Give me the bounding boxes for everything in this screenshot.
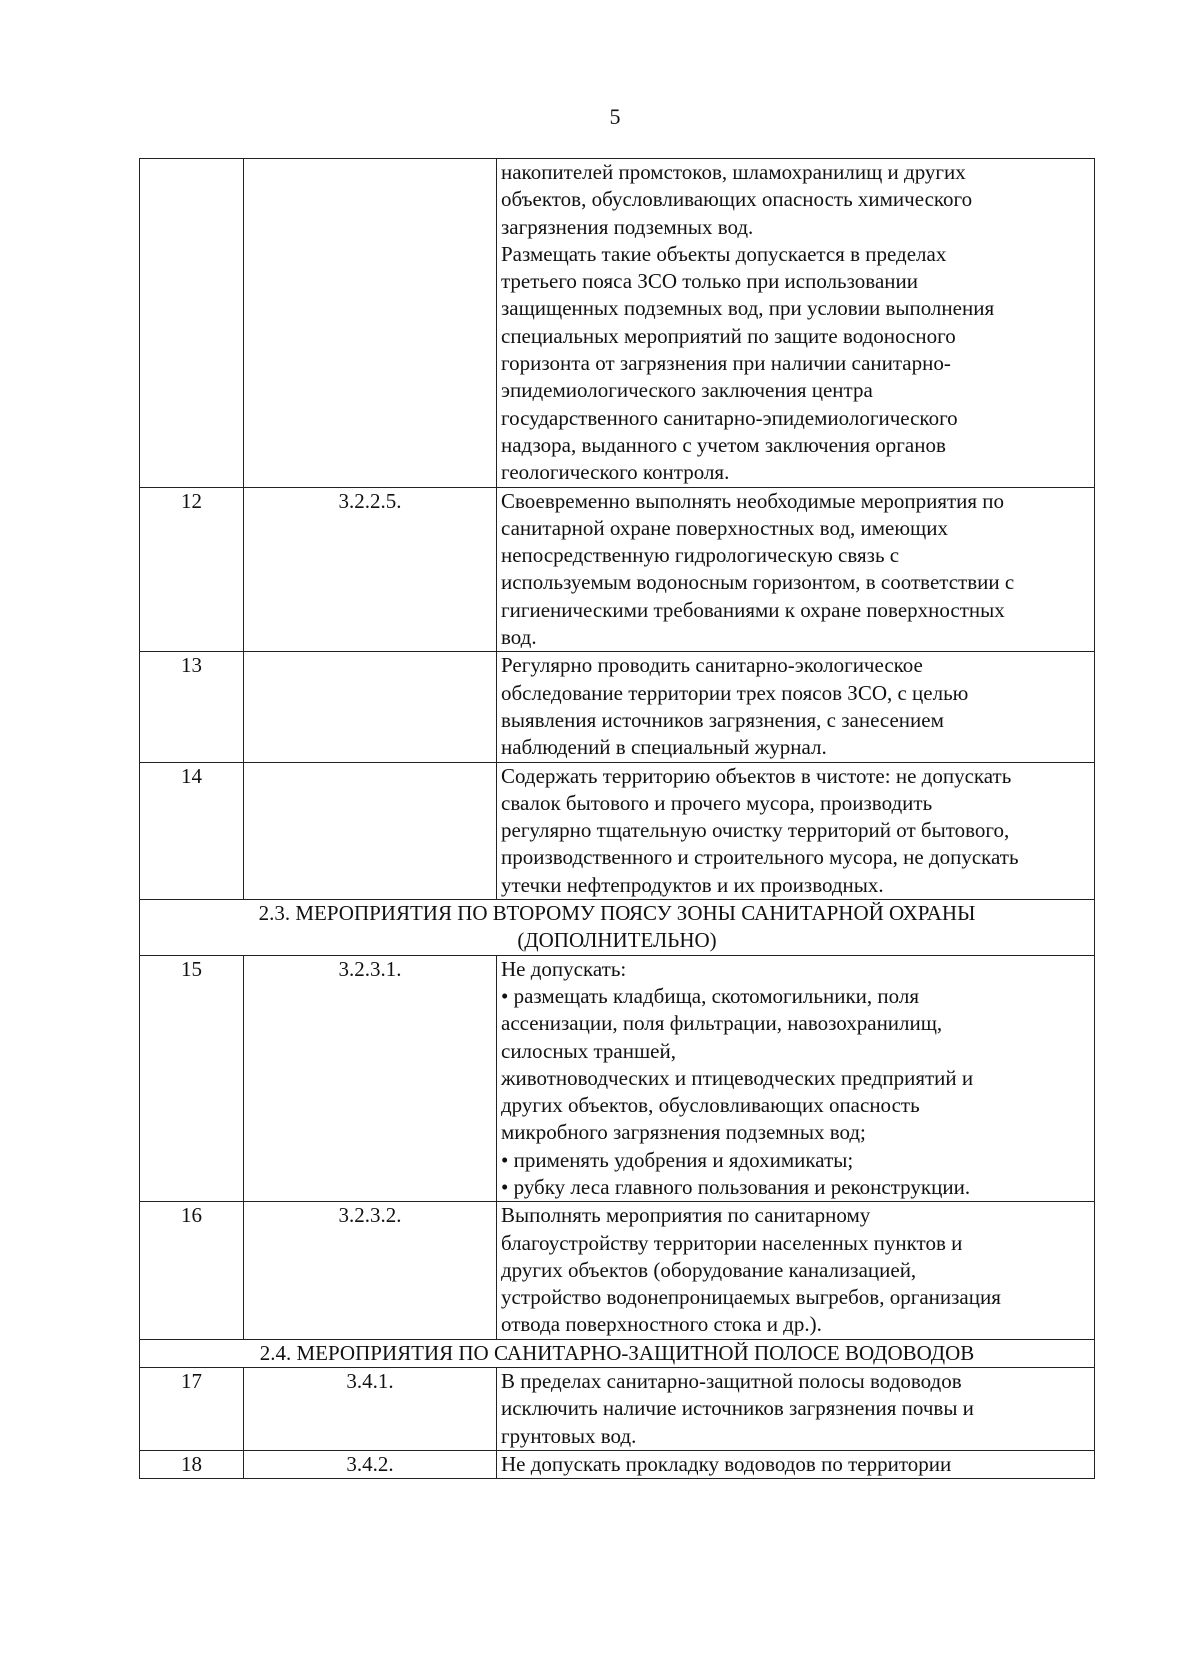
row-number: 12 xyxy=(140,487,244,652)
measure-text-line: загрязнения подземных вод. xyxy=(501,214,754,239)
clause-code xyxy=(244,159,497,488)
measure-text-line: Не допускать прокладку водоводов по территории xyxy=(501,1451,952,1476)
measure-text-line: специальных мероприятий по защите водоносного xyxy=(501,323,956,348)
table-row xyxy=(140,159,1095,488)
measure-text-line: • применять удобрения и ядохимикаты; xyxy=(501,1147,854,1172)
measure-text-line: накопителей промстоков, шламохранилищ и других xyxy=(501,160,966,184)
clause-code: 3.4.1. xyxy=(244,1368,497,1451)
measure-text-line: других объектов (оборудование канализацией, xyxy=(501,1257,917,1282)
measure-text-line: микробного загрязнения подземных вод; xyxy=(501,1120,866,1145)
table-row xyxy=(140,762,1095,899)
measure-text xyxy=(497,1368,1095,1451)
measure-text-line: объектов, обусловливающих опасность химического xyxy=(501,187,973,212)
clause-code: 3.2.2.5. xyxy=(244,487,497,652)
measure-text-line: надзора, выданного с учетом заключения органов xyxy=(501,432,946,457)
row-number: 15 xyxy=(140,955,244,1202)
page-number: 5 xyxy=(609,104,621,129)
section-heading xyxy=(140,900,1095,956)
measure-text-line: государственного санитарно-эпидемиологического xyxy=(501,405,958,430)
section-heading-line: (ДОПОЛНИТЕЛЬНО) xyxy=(517,928,717,953)
measure-text-line: Размещать такие объекты допускается в пределах xyxy=(501,241,947,266)
measure-text-line: геологического контроля. xyxy=(501,460,730,485)
measure-text-line: исключить наличие источников загрязнения почвы и xyxy=(501,1396,974,1421)
measure-text-line: силосных траншей, xyxy=(501,1038,676,1063)
row-number xyxy=(140,159,244,488)
measure-text-line: Регулярно проводить санитарно-экологическое xyxy=(501,653,923,678)
measure-text-line: наблюдений в специальный журнал. xyxy=(501,735,827,760)
clause-code xyxy=(244,652,497,762)
section-heading xyxy=(140,1339,1095,1367)
measure-text-line: непосредственную гидрологическую связь с xyxy=(501,543,900,568)
table-row xyxy=(140,955,1095,1202)
table-row xyxy=(140,1368,1095,1451)
measure-text-line: регулярно тщательную очистку территорий от бытового, xyxy=(501,818,1010,843)
measure-text-line: горизонта от загрязнения при наличии санитарно- xyxy=(501,351,951,376)
row-number: 13 xyxy=(140,652,244,762)
measure-text-line: третьего пояса ЗСО только при использовании xyxy=(501,269,918,294)
row-number: 16 xyxy=(140,1202,244,1339)
measure-text-line: Не допускать: xyxy=(501,956,627,981)
measure-text-line: утечки нефтепродуктов и их производных. xyxy=(501,872,884,897)
measure-text-line: животноводческих и птицеводческих предприятий и xyxy=(501,1065,974,1090)
measure-text-line: свалок бытового и прочего мусора, производить xyxy=(501,790,933,815)
measure-text-line: используемым водоносным горизонтом, в соответствии с xyxy=(501,570,1015,595)
clause-code: 3.4.2. xyxy=(244,1450,497,1478)
measure-text-line: устройство водонепроницаемых выгребов, организация xyxy=(501,1285,1001,1310)
measure-text-line: В пределах санитарно-защитной полосы водоводов xyxy=(501,1369,962,1394)
table-row xyxy=(140,487,1095,652)
measure-text-line: Своевременно выполнять необходимые мероприятия по xyxy=(501,488,1005,513)
measure-text-line: других объектов, обусловливающих опасность xyxy=(501,1093,920,1118)
table-row xyxy=(140,652,1095,762)
section-heading-line: 2.4. МЕРОПРИЯТИЯ ПО САНИТАРНО-ЗАЩИТНОЙ ПОЛОСЕ ВОДОВОДОВ xyxy=(259,1340,975,1365)
measure-text-line: санитарной охране поверхностных вод, имеющих xyxy=(501,515,948,540)
clause-code: 3.2.3.2. xyxy=(244,1202,497,1339)
measure-text xyxy=(497,1450,1095,1478)
measure-text xyxy=(497,1202,1095,1339)
measure-text-line: Содержать территорию объектов в чистоте: не допускать xyxy=(501,763,1012,788)
measure-text xyxy=(497,159,1095,488)
table-row xyxy=(140,1202,1095,1339)
measure-text-line: ассенизации, поля фильтрации, навозохранилищ, xyxy=(501,1011,943,1036)
measure-text-line: гигиеническими требованиями к охране поверхностных xyxy=(501,597,1005,622)
section-heading-line: 2.3. МЕРОПРИЯТИЯ ПО ВТОРОМУ ПОЯСУ ЗОНЫ САНИТАРНОЙ ОХРАНЫ xyxy=(258,901,976,926)
section-heading-row xyxy=(140,900,1095,956)
clause-code xyxy=(244,762,497,899)
measure-text-line: • размещать кладбища, скотомогильники, поля xyxy=(501,983,919,1008)
measure-text xyxy=(497,955,1095,1202)
measure-text-line: производственного и строительного мусора, не допускать xyxy=(501,845,1019,870)
measure-text-line: выявления источников загрязнения, с занесением xyxy=(501,707,944,732)
measure-text-line: благоустройству территории населенных пунктов и xyxy=(501,1230,963,1255)
measure-text-line: • рубку леса главного пользования и реконструкции. xyxy=(501,1174,971,1199)
measure-text xyxy=(497,487,1095,652)
section-heading-row xyxy=(140,1339,1095,1367)
measures-table xyxy=(139,158,1095,1479)
table-row xyxy=(140,1450,1095,1478)
row-number: 17 xyxy=(140,1368,244,1451)
measure-text-line: грунтовых вод. xyxy=(501,1423,637,1448)
row-number: 14 xyxy=(140,762,244,899)
measure-text-line: защищенных подземных вод, при условии выполнения xyxy=(501,296,995,321)
measure-text-line: отвода поверхностного стока и др.). xyxy=(501,1312,822,1337)
row-number: 18 xyxy=(140,1450,244,1478)
measure-text-line: эпидемиологического заключения центра xyxy=(501,378,873,403)
measure-text-line: Выполнять мероприятия по санитарному xyxy=(501,1203,871,1228)
measure-text-line: вод. xyxy=(501,625,537,650)
measure-text-line: обследование территории трех поясов ЗСО, с целью xyxy=(501,680,969,705)
clause-code: 3.2.3.1. xyxy=(244,955,497,1202)
measure-text xyxy=(497,762,1095,899)
measure-text xyxy=(497,652,1095,762)
